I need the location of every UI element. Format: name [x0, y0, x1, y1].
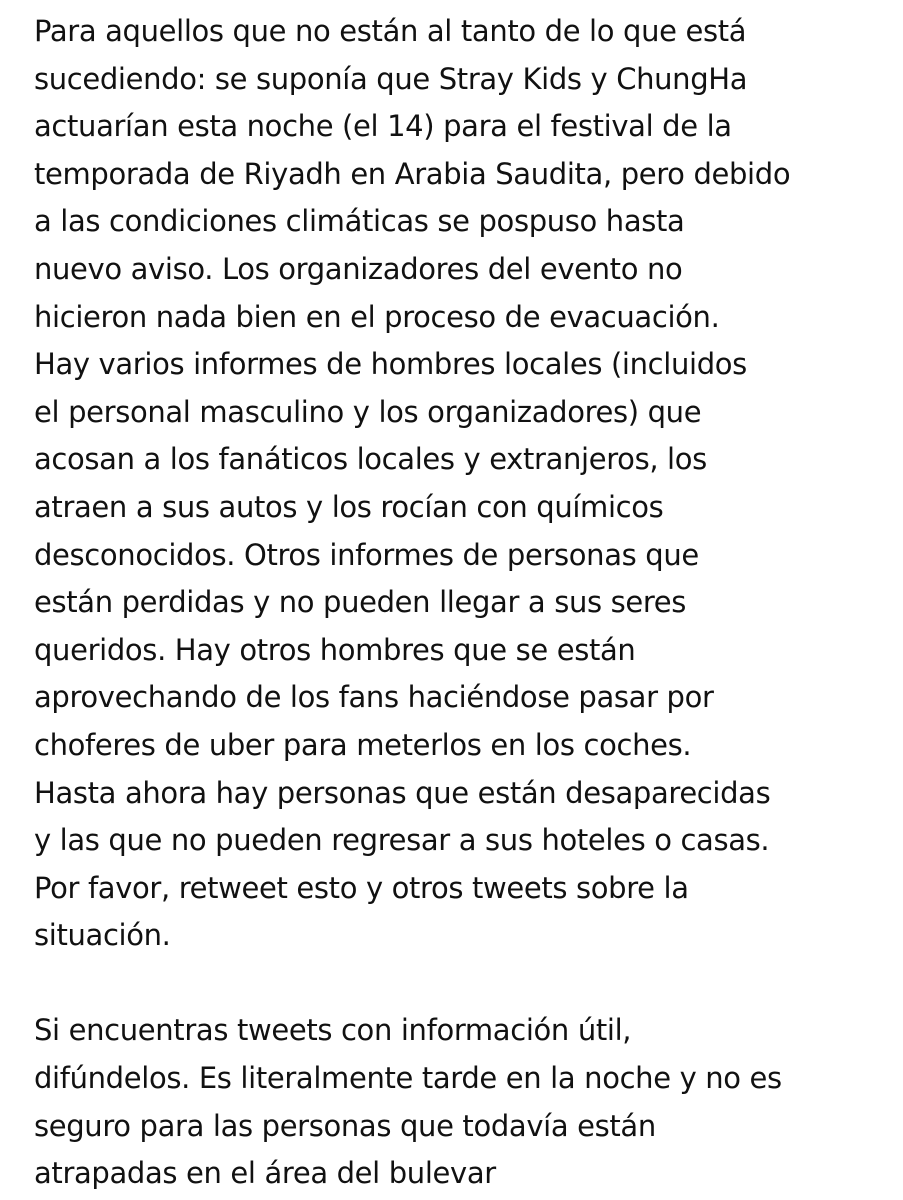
- paragraph-call-to-action: [34, 1007, 894, 1197]
- text-line: queridos. Hay otros hombres que se están: [34, 632, 636, 667]
- text-line: hicieron nada bien en el proceso de evacuación.: [34, 299, 720, 334]
- text-line: acosan a los fanáticos locales y extranjeros, los: [34, 442, 707, 477]
- text-line: atrapadas en el área del bulevar: [34, 1156, 496, 1191]
- text-line: actuarían esta noche (el 14) para el festival de la: [34, 109, 732, 144]
- text-line: están perdidas y no pueden llegar a sus seres: [34, 585, 687, 620]
- text-line: difúndelos. Es literalmente tarde en la noche y no es: [34, 1061, 782, 1096]
- text-line: desconocidos. Otros informes de personas que: [34, 537, 699, 572]
- text-line: Para aquellos que no están al tanto de lo que está: [34, 14, 747, 48]
- text-line: situación.: [34, 918, 171, 953]
- text-line: nuevo aviso. Los organizadores del evento no: [34, 251, 683, 286]
- text-line: temporada de Riyadh en Arabia Saudita, pero debido: [34, 156, 791, 191]
- text-line: Por favor, retweet esto y otros tweets sobre la: [34, 870, 689, 905]
- paragraph-spacer: [34, 960, 894, 1008]
- text-line: Hay varios informes de hombres locales (incluidos: [34, 347, 747, 382]
- text-line: sucediendo: se suponía que Stray Kids y ChungHa: [34, 61, 748, 96]
- text-line: atraen a sus autos y los rocían con químicos: [34, 489, 664, 524]
- note-body: [34, 8, 894, 1198]
- text-line: aprovechando de los fans haciéndose pasar por: [34, 680, 714, 715]
- text-line: Hasta ahora hay personas que están desaparecidas: [34, 775, 771, 810]
- text-line: Si encuentras tweets con información útil,: [34, 1013, 632, 1048]
- text-line: el personal masculino y los organizadores) que: [34, 394, 702, 429]
- text-line: a las condiciones climáticas se pospuso hasta: [34, 204, 685, 239]
- text-line: seguro para las personas que todavía están: [34, 1108, 656, 1143]
- text-line: y las que no pueden regresar a sus hoteles o casas.: [34, 823, 770, 858]
- paragraph-situation: [34, 8, 894, 960]
- text-line: choferes de uber para meterlos en los coches.: [34, 727, 692, 762]
